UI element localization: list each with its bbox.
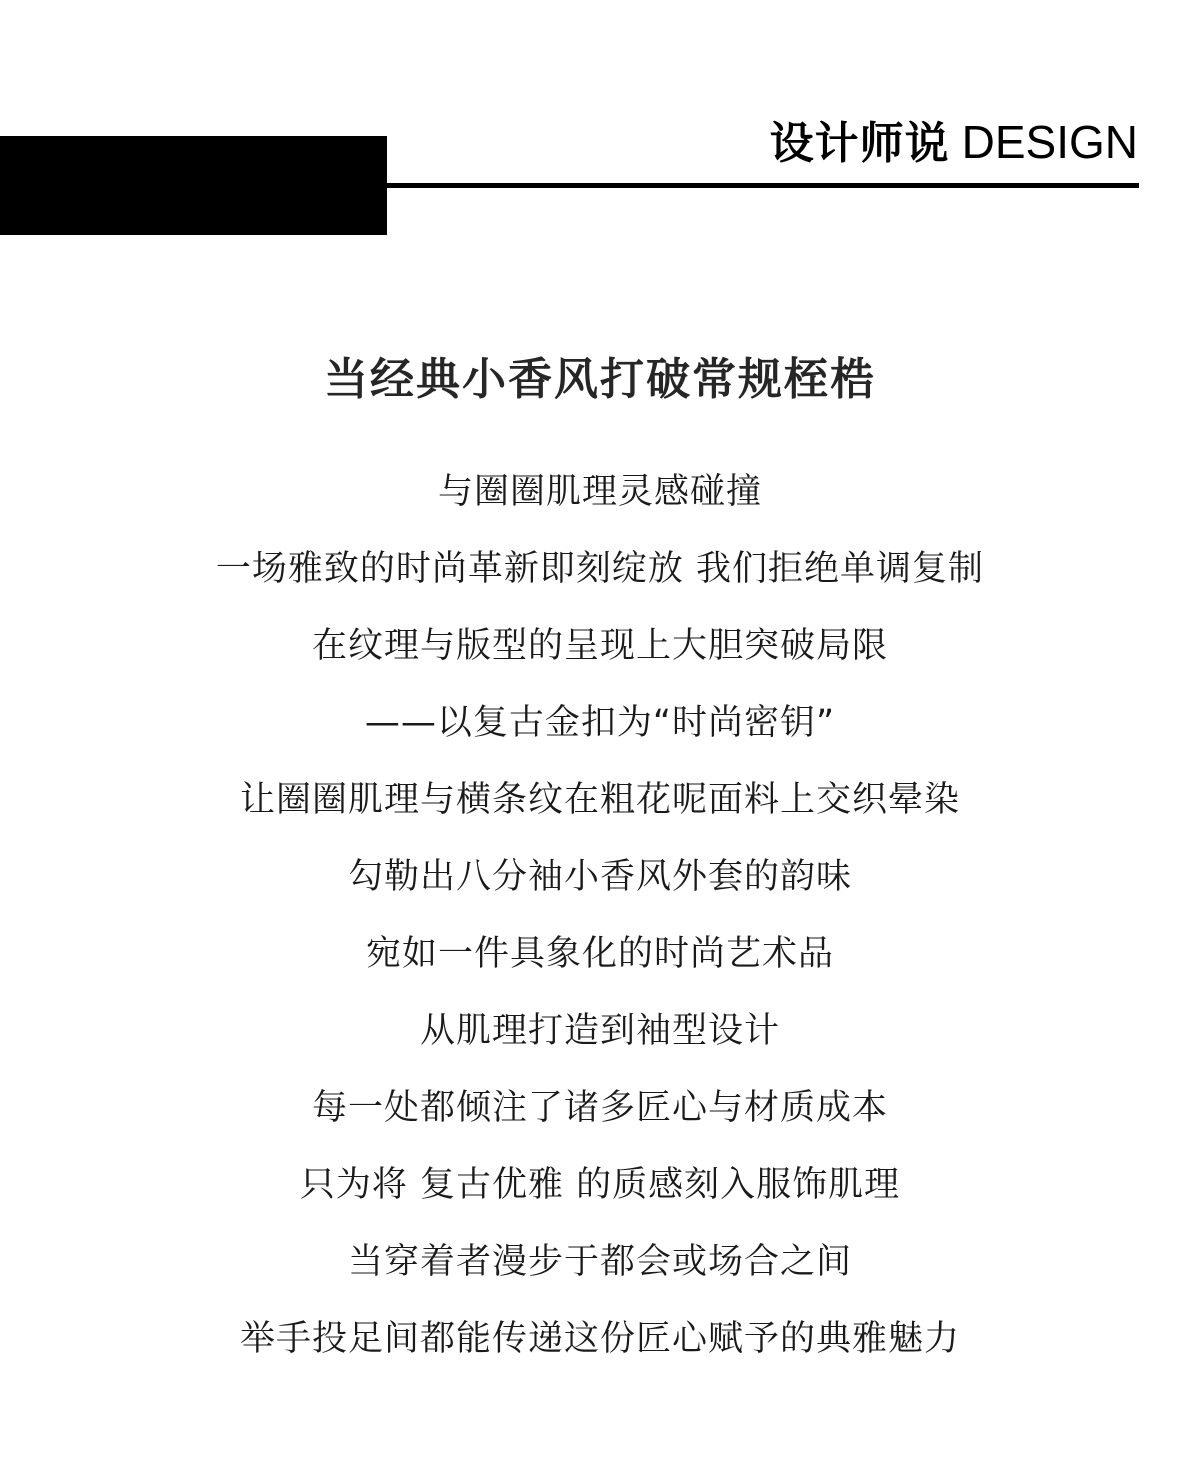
body-line: 从肌理打造到袖型设计: [419, 1011, 780, 1051]
body-line: ——以复古金扣为“时尚密钥”: [364, 703, 836, 743]
body-line: 在纹理与版型的呈现上大胆突破局限: [311, 626, 888, 666]
section-title-zh: 设计师说: [769, 118, 950, 169]
body-line: 举手投足间都能传递这份匠心赋予的典雅魅力: [239, 1319, 960, 1359]
body-text: [0, 462, 1200, 1386]
body-line: 一场雅致的时尚革新即刻绽放 我们拒绝单调复制: [215, 549, 985, 589]
body-line: 让圈圈肌理与横条纹在粗花呢面料上交织晕染: [239, 780, 960, 820]
body-line: 每一处都倾注了诸多匠心与材质成本: [311, 1088, 888, 1128]
body-line: 宛如一件具象化的时尚艺术品: [365, 934, 834, 974]
section-title-en: DESIGN: [961, 116, 1138, 168]
headline: 当经典小香风打破常规桎梏: [324, 354, 876, 405]
section-header: [770, 112, 1138, 172]
body-line: 只为将 复古优雅 的质感刻入服饰肌理: [299, 1165, 901, 1205]
body-line: 勾勒出八分袖小香风外套的韵味: [347, 857, 852, 897]
header-black-block: [0, 136, 387, 235]
body-line: 当穿着者漫步于都会或场合之间: [347, 1242, 852, 1282]
body-line: 与圈圈肌理灵感碰撞: [437, 472, 762, 512]
header-divider-line: [387, 183, 1139, 188]
